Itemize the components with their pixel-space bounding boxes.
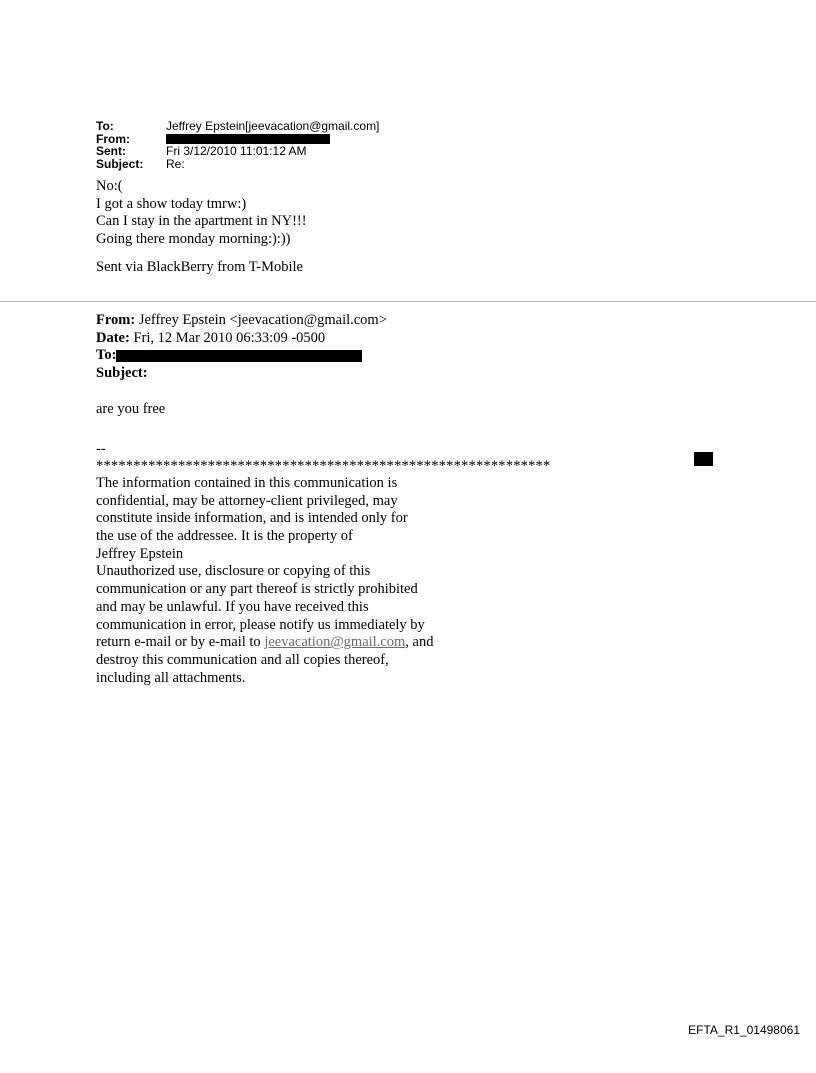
reply-body	[96, 178, 307, 249]
header-sent: Sent: Fri 3/12/2010 11:01:12 AM	[96, 144, 307, 159]
disclaimer-line: the use of the addressee. It is the property of	[96, 528, 353, 545]
reply-signature: Sent via BlackBerry from T-Mobile	[96, 259, 303, 275]
disclaimer-line: The information contained in this communication is	[96, 475, 398, 491]
disclaimer-line: destroy this communication and all copies thereof,	[96, 651, 389, 668]
original-headers	[96, 312, 387, 383]
disclaimer-line: Jeffrey Epstein	[96, 545, 184, 562]
disclaimer-line: communication in error, please notify us immediately by	[96, 616, 425, 633]
redaction-from	[166, 134, 330, 144]
orig-header-to: To:	[96, 347, 387, 365]
body-line: No:(	[96, 178, 123, 194]
body-line: I got a show today tmrw:)	[96, 195, 247, 212]
orig-header-date: Date: Fri, 12 Mar 2010 06:33:09 -0500	[96, 329, 326, 346]
email-link[interactable]: jeevacation@gmail.com	[264, 634, 406, 651]
redaction-box	[694, 452, 713, 466]
header-from: From:	[96, 133, 379, 146]
redaction-to	[116, 350, 362, 362]
reply-headers	[96, 120, 379, 170]
orig-header-subject: Subject:	[96, 365, 148, 382]
disclaimer	[96, 475, 433, 687]
orig-header-from: From: Jeffrey Epstein <jeevacation@gmail.com>	[96, 312, 387, 328]
header-to: To: Jeffrey Epstein[jeevacation@gmail.com]	[96, 119, 380, 133]
disclaimer-line: communication or any part thereof is strictly prohibited	[96, 581, 418, 598]
disclaimer-line: return e-mail or by e-mail to jeevacation@gmail.com, and	[96, 634, 434, 651]
header-subject: Subject: Re:	[96, 156, 185, 171]
divider	[0, 301, 816, 302]
disclaimer-line: including all attachments.	[96, 669, 246, 686]
separator: --	[96, 441, 106, 457]
disclaimer-line: constitute inside information, and is intended only for	[96, 510, 408, 527]
disclaimer-line: and may be unlawful. If you have received this	[96, 598, 369, 615]
body-line: Going there monday morning:):))	[96, 231, 291, 248]
document-id: EFTA_R1_01498061	[688, 1023, 800, 1037]
original-body: are you free	[96, 401, 166, 417]
body-line: Can I stay in the apartment in NY!!!	[96, 213, 307, 230]
disclaimer-line: Unauthorized use, disclosure or copying of this	[96, 563, 371, 580]
disclaimer-line: confidential, may be attorney-client privileged, may	[96, 492, 398, 509]
stars-line: *************************************************************	[96, 458, 551, 474]
